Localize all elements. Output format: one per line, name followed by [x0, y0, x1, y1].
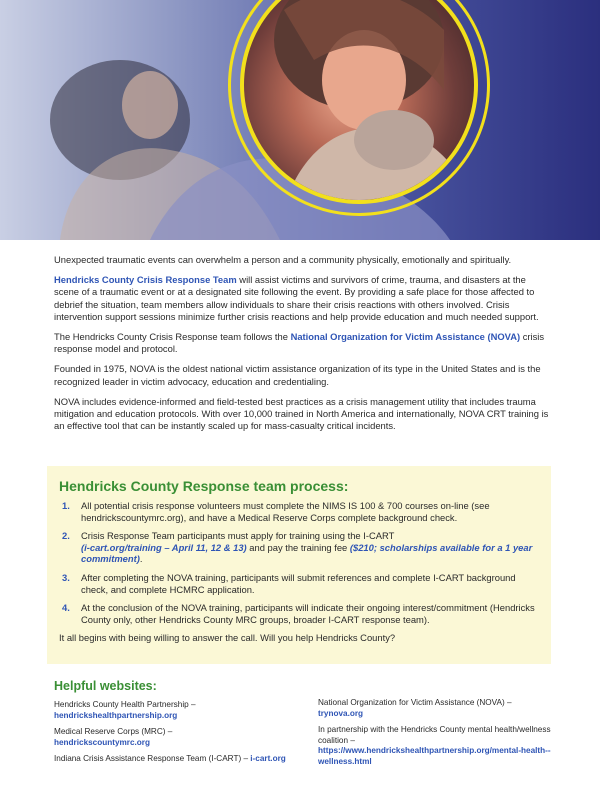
step-text: and pay the training fee	[246, 541, 350, 553]
website-entry	[54, 700, 304, 721]
website-link[interactable]: https://www.hendrickshealthpartnership.org/mental-health--wellness.html	[318, 746, 551, 766]
training-dates-link[interactable]: (i-cart.org/training – April 11, 12 & 13)	[81, 541, 247, 553]
hero-banner	[0, 0, 600, 240]
website-link[interactable]: trynova.org	[318, 708, 364, 718]
closing-line: It all begins with being willing to answer the call. Will you help Hendricks County?	[59, 632, 396, 644]
training-fee-note: ($210; scholarships available for a 1 year commitment)	[81, 541, 533, 565]
websites-right-column	[318, 698, 558, 774]
nova-model-text-end: crisis response model and protocol.	[54, 331, 545, 355]
crisis-team-paragraph	[54, 274, 550, 323]
website-label: Hendricks County Health Partnership –	[54, 700, 196, 709]
intro-paragraph: Unexpected traumatic events can overwhelm a person and a community physically, emotionally and spiritually.	[54, 254, 512, 265]
crisis-team-description: will assist victims and survivors of crime, trauma, and disasters at the scene of a traumatic event or at a designated site following the event. By providing a safe place for those affected to debrief the situation, team members allow individuals to share their crisis reactions with others involved. Crisis intervention support sessions minimize further crisis reactions and help provide education and much needed support.	[54, 274, 539, 322]
step-text: At the conclusion of the NOVA training, participants will indicate their ongoing interest/commitment (Hendricks County only, other Hendricks County MRC groups, broader I-CART response team).	[81, 602, 535, 625]
process-step	[59, 572, 539, 595]
process-steps	[59, 500, 539, 625]
nova-history-paragraph: Founded in 1975, NOVA is the oldest national victim assistance organization of its type in the United States and is the recognized leader in victim advocacy, education and credentialing.	[54, 363, 541, 387]
website-entry	[54, 754, 304, 765]
step-text: After completing the NOVA training, participants will submit references and complete I-CART background check, and complete HCMRC application.	[81, 571, 516, 595]
crisis-team-name: Hendricks County Crisis Response Team	[54, 274, 237, 286]
website-link[interactable]: i-cart.org	[250, 754, 286, 764]
main-content	[54, 254, 550, 440]
step-text: Crisis Response Team participants must apply for training using the I-CART	[81, 530, 395, 542]
websites-left-column	[54, 700, 304, 771]
website-link[interactable]: hendrickscountymrc.org	[54, 737, 150, 747]
step-number: 2.	[62, 530, 70, 542]
nova-model-text: The Hendricks County Crisis Response team follows the	[54, 331, 291, 343]
step-text: All potential crisis response volunteers must complete the NIMS IS 100 & 700 courses on-line (see hendrickscountymrc.org), and have a Medical Reserve Corps complete background check.	[81, 500, 490, 523]
nova-practices-paragraph: NOVA includes evidence-informed and field-tested best practices as a crisis management utility that includes trauma mitigation and education protocols. With over 10,000 trained in North America and internationally, NOVA CRT training is an effective tool that can be instantly scaled up for mass-casualty critical incidents.	[54, 395, 549, 432]
process-step	[59, 602, 539, 625]
website-entry	[54, 727, 304, 748]
process-step	[59, 500, 539, 523]
process-title: Hendricks County Response team process:	[59, 478, 349, 494]
process-step	[59, 530, 539, 565]
websites-title: Helpful websites:	[54, 679, 157, 693]
website-label: In partnership with the Hendricks County mental health/wellness coalition –	[318, 725, 551, 745]
nova-model-paragraph	[54, 331, 550, 355]
website-link[interactable]: hendrickshealthpartnership.org	[54, 710, 178, 720]
website-entry	[318, 725, 558, 767]
step-number: 4.	[62, 602, 70, 614]
website-label: Indiana Crisis Assistance Response Team (I-CART) –	[54, 754, 251, 764]
process-box	[47, 466, 551, 664]
website-label: Medical Reserve Corps (MRC) –	[54, 727, 173, 737]
step-number: 1.	[62, 500, 70, 511]
website-entry	[318, 698, 558, 719]
nova-link[interactable]: National Organization for Victim Assistance (NOVA)	[290, 331, 521, 343]
step-number: 3.	[62, 571, 70, 583]
website-label: National Organization for Victim Assistance (NOVA) –	[318, 698, 512, 707]
step-text-end: .	[139, 553, 143, 565]
